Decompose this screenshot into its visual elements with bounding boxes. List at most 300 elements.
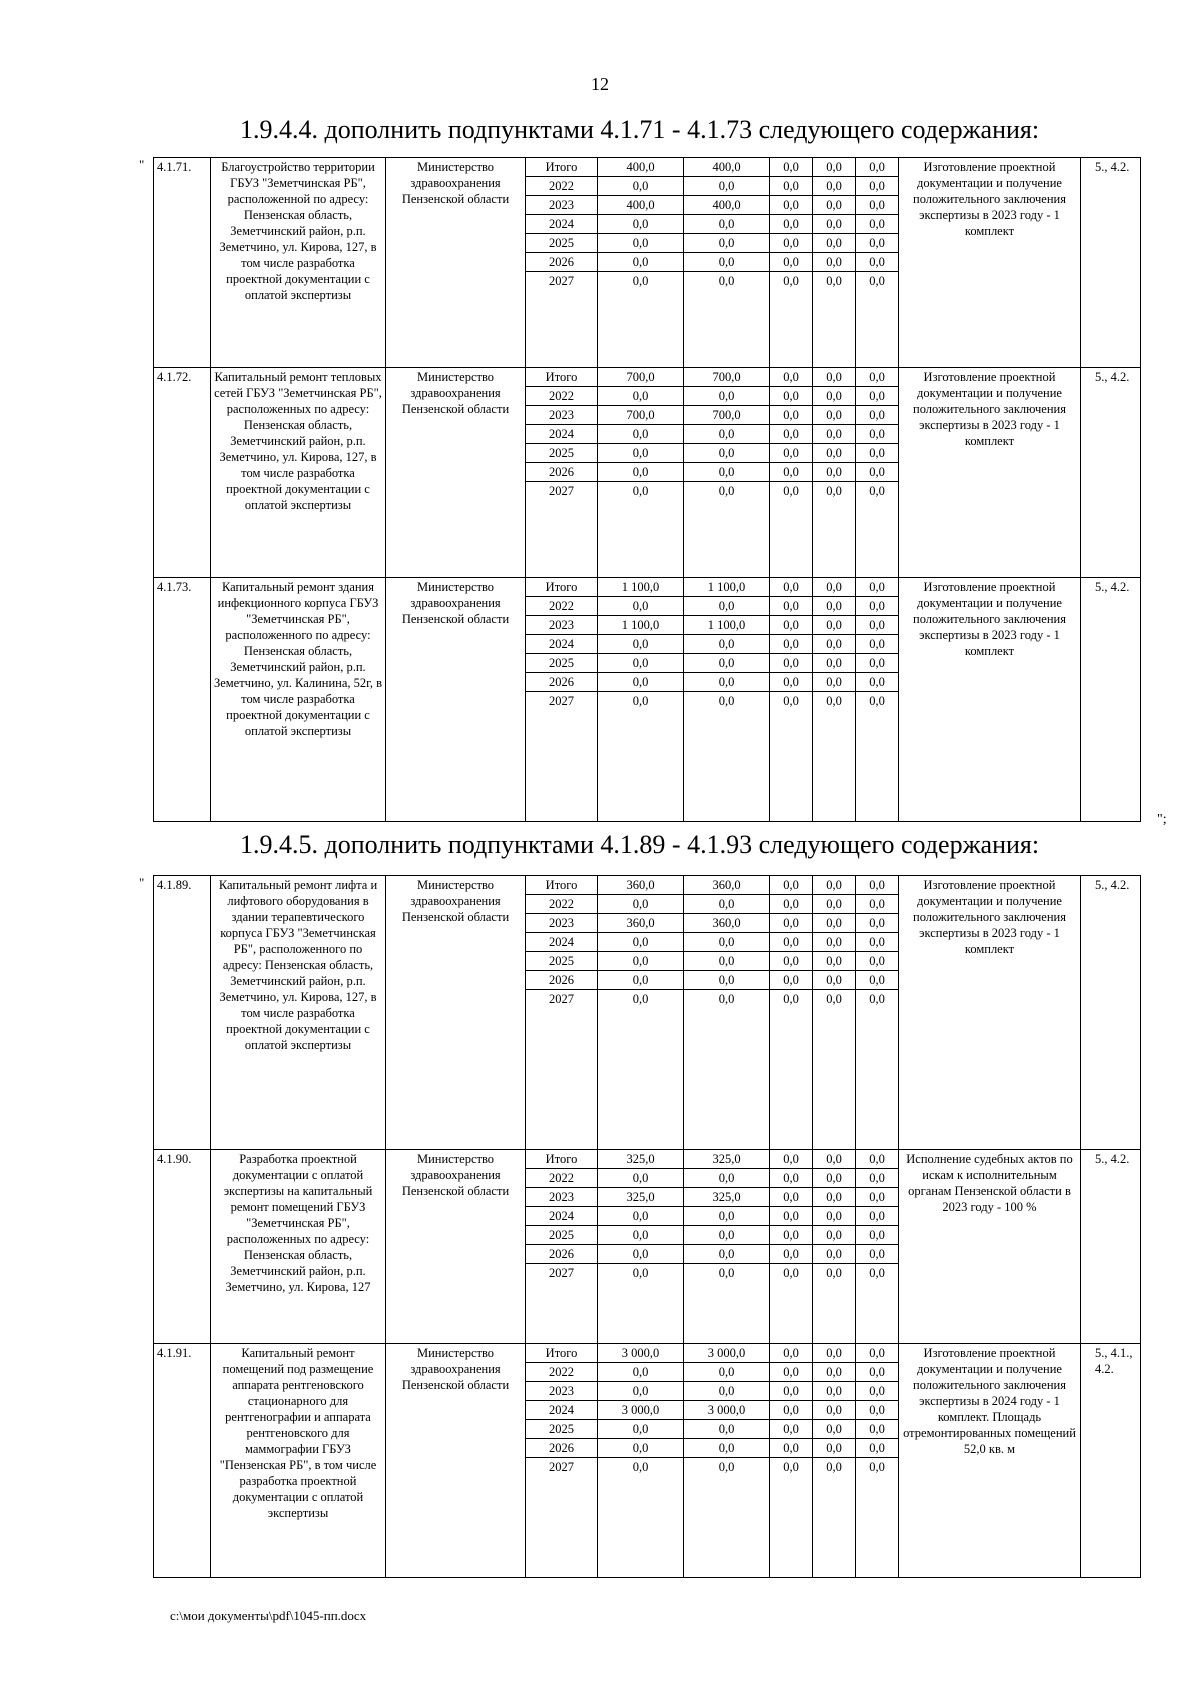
local-budget-cell: 0,0 (813, 578, 855, 597)
federal-budget-cell: 0,0 (783, 484, 799, 498)
regional-budget-cell: 0,0 (718, 484, 735, 498)
other-sources-column (856, 1150, 899, 1344)
year-cell: 2025 (526, 234, 597, 253)
regional-budget-cell: 0,0 (684, 1169, 769, 1188)
local-budget-column (813, 1150, 856, 1344)
regional-budget-cell: 3 000,0 (684, 1344, 769, 1363)
regional-budget-column (684, 368, 770, 578)
year-cell: 2024 (526, 425, 597, 444)
other-sources-cell: 0,0 (856, 1420, 898, 1439)
regional-budget-cell: 325,0 (684, 1188, 769, 1207)
total-cell: 0,0 (598, 253, 683, 272)
other-sources-cell: 0,0 (856, 1150, 898, 1169)
regional-budget-cell: 0,0 (684, 425, 769, 444)
local-budget-cell: 0,0 (826, 1460, 842, 1474)
total-cell: 0,0 (598, 1363, 683, 1382)
federal-budget-cell: 0,0 (770, 177, 812, 196)
local-budget-cell: 0,0 (813, 177, 855, 196)
federal-budget-cell: 0,0 (770, 1420, 812, 1439)
local-budget-column (813, 876, 856, 1150)
local-budget-cell: 0,0 (813, 1363, 855, 1382)
other-sources-cell: 0,0 (856, 1401, 898, 1420)
federal-budget-cell: 0,0 (770, 196, 812, 215)
year-cell: 2022 (526, 895, 597, 914)
item-indicator-ref: 5., 4.1., 4.2. (1081, 1344, 1141, 1578)
total-cell: 0,0 (598, 1420, 683, 1439)
local-budget-cell: 0,0 (813, 368, 855, 387)
federal-budget-cell: 0,0 (783, 694, 799, 708)
federal-budget-cell: 0,0 (770, 463, 812, 482)
federal-budget-column (770, 368, 813, 578)
year-cell: Итого (526, 1344, 597, 1363)
total-cell: 1 100,0 (598, 578, 683, 597)
table-row (154, 1150, 1141, 1344)
local-budget-cell: 0,0 (813, 1188, 855, 1207)
item-indicator-ref: 5., 4.2. (1081, 1150, 1141, 1344)
regional-budget-cell: 0,0 (718, 694, 735, 708)
federal-budget-cell: 0,0 (770, 673, 812, 692)
federal-budget-cell: 0,0 (770, 234, 812, 253)
item-result: Изготовление проектной документации и получение положительного заключения экспертизы в 2023 году - 1 комплект (899, 876, 1081, 1150)
local-budget-cell: 0,0 (826, 274, 842, 288)
federal-budget-cell: 0,0 (770, 158, 812, 177)
regional-budget-cell: 0,0 (684, 654, 769, 673)
total-cell: 0,0 (598, 1169, 683, 1188)
item-executor: Министерство здравоохранения Пензенской области (386, 368, 526, 578)
year-cell: 2026 (526, 253, 597, 272)
local-budget-cell: 0,0 (826, 1266, 842, 1280)
local-budget-cell: 0,0 (813, 1245, 855, 1264)
local-budget-cell: 0,0 (813, 1401, 855, 1420)
regional-budget-cell: 1 100,0 (684, 616, 769, 635)
section-heading-2: 1.9.4.5. дополнить подпунктами 4.1.89 - 4.1.93 следующего содержания: (240, 830, 1040, 859)
total-cell: 0,0 (598, 1226, 683, 1245)
item-name: Благоустройство территории ГБУЗ "Земетчинская РБ", расположенной по адресу: Пензенская область, Земетчинский район, р.п. Земетчино, ул. Кирова, 127, в том числе разработка проектной документации с оплатой экспертизы (211, 158, 386, 368)
other-sources-cell: 0,0 (856, 1226, 898, 1245)
local-budget-cell: 0,0 (813, 1382, 855, 1401)
total-cell: 0,0 (632, 694, 649, 708)
federal-budget-cell: 0,0 (770, 1363, 812, 1382)
total-cell: 0,0 (598, 463, 683, 482)
federal-budget-cell: 0,0 (770, 914, 812, 933)
federal-budget-cell: 0,0 (770, 1226, 812, 1245)
item-code: 4.1.71. (154, 158, 211, 368)
year-cell: 2022 (526, 1169, 597, 1188)
federal-budget-cell: 0,0 (770, 425, 812, 444)
other-sources-cell: 0,0 (856, 463, 898, 482)
year-cell: 2022 (526, 177, 597, 196)
local-budget-cell: 0,0 (813, 876, 855, 895)
federal-budget-cell: 0,0 (783, 1460, 799, 1474)
federal-budget-cell: 0,0 (770, 654, 812, 673)
local-budget-cell: 0,0 (813, 952, 855, 971)
local-budget-cell: 0,0 (826, 992, 842, 1006)
year-cell: Итого (526, 368, 597, 387)
items-table-1 (153, 157, 1141, 822)
table-row (154, 578, 1141, 822)
total-column (598, 1344, 684, 1578)
total-cell: 3 000,0 (598, 1344, 683, 1363)
regional-budget-cell: 0,0 (718, 1460, 735, 1474)
item-name: Капитальный ремонт тепловых сетей ГБУЗ "Земетчинская РБ", расположенных по адресу: Пензенская область, Земетчинский район, р.п. Земетчино, ул. Кирова, 127, в том числе разработка проектной документации с оплатой экспертизы (211, 368, 386, 578)
year-cell: 2024 (526, 1207, 597, 1226)
other-sources-cell: 0,0 (869, 1266, 885, 1280)
total-cell: 0,0 (632, 484, 649, 498)
table-row (154, 158, 1141, 368)
year-cell: 2026 (526, 971, 597, 990)
regional-budget-cell: 0,0 (684, 253, 769, 272)
total-column (598, 368, 684, 578)
total-cell: 3 000,0 (598, 1401, 683, 1420)
year-cell: 2023 (526, 406, 597, 425)
year-cell: 2023 (526, 196, 597, 215)
item-executor: Министерство здравоохранения Пензенской области (386, 158, 526, 368)
regional-budget-cell: 0,0 (684, 933, 769, 952)
item-indicator-ref: 5., 4.2. (1081, 876, 1141, 1150)
year-cell: 2024 (526, 1401, 597, 1420)
other-sources-cell: 0,0 (856, 654, 898, 673)
federal-budget-cell: 0,0 (770, 215, 812, 234)
local-budget-cell: 0,0 (813, 406, 855, 425)
federal-budget-cell: 0,0 (770, 952, 812, 971)
local-budget-cell: 0,0 (813, 196, 855, 215)
other-sources-cell: 0,0 (856, 914, 898, 933)
year-cell: 2027 (549, 484, 574, 498)
regional-budget-cell: 0,0 (718, 992, 735, 1006)
item-indicator-ref: 5., 4.2. (1081, 368, 1141, 578)
regional-budget-cell: 0,0 (684, 1245, 769, 1264)
federal-budget-cell: 0,0 (770, 1207, 812, 1226)
item-name: Капитальный ремонт лифта и лифтового оборудования в здании терапевтического корпуса ГБУЗ "Земетчинская РБ", расположенного по адресу: Пензенская область, Земетчинский район, р.п. Земетчино, ул. Кирова, 127, в том числе разработка проектной документации с оплатой экспертизы (211, 876, 386, 1150)
federal-budget-cell: 0,0 (783, 274, 799, 288)
other-sources-cell: 0,0 (856, 952, 898, 971)
other-sources-cell: 0,0 (869, 274, 885, 288)
total-cell: 0,0 (632, 1460, 649, 1474)
regional-budget-cell: 0,0 (684, 234, 769, 253)
other-sources-cell: 0,0 (856, 387, 898, 406)
table-row (154, 368, 1141, 578)
total-cell: 360,0 (598, 876, 683, 895)
federal-budget-column (770, 1150, 813, 1344)
other-sources-column (856, 1344, 899, 1578)
regional-budget-cell: 325,0 (684, 1150, 769, 1169)
federal-budget-cell: 0,0 (770, 1344, 812, 1363)
regional-budget-column (684, 876, 770, 1150)
year-cell: 2022 (526, 387, 597, 406)
regional-budget-cell: 3 000,0 (684, 1401, 769, 1420)
other-sources-cell: 0,0 (856, 1344, 898, 1363)
item-name: Разработка проектной документации с оплатой экспертизы на капитальный ремонт помещений ГБУЗ "Земетчинская РБ", расположенных по адресу: Пензенская область, Земетчинский район, р.п. Земетчино, ул. Кирова, 127 (211, 1150, 386, 1344)
year-cell: 2022 (526, 597, 597, 616)
regional-budget-cell: 0,0 (718, 274, 735, 288)
total-cell: 400,0 (598, 158, 683, 177)
year-cell: 2022 (526, 1363, 597, 1382)
item-indicator-ref: 5., 4.2. (1081, 578, 1141, 822)
local-budget-cell: 0,0 (826, 484, 842, 498)
other-sources-cell: 0,0 (856, 1188, 898, 1207)
other-sources-cell: 0,0 (856, 234, 898, 253)
total-cell: 400,0 (598, 196, 683, 215)
local-budget-cell: 0,0 (826, 694, 842, 708)
regional-budget-cell: 0,0 (684, 1382, 769, 1401)
page-number: 12 (591, 74, 609, 94)
federal-budget-cell: 0,0 (770, 895, 812, 914)
other-sources-column (856, 578, 899, 822)
local-budget-cell: 0,0 (813, 597, 855, 616)
year-cell: 2025 (526, 444, 597, 463)
regional-budget-cell: 700,0 (684, 406, 769, 425)
federal-budget-cell: 0,0 (770, 1169, 812, 1188)
section-heading-1: 1.9.4.4. дополнить подпунктами 4.1.71 - 4.1.73 следующего содержания: (240, 115, 1040, 144)
total-column (598, 876, 684, 1150)
other-sources-cell: 0,0 (856, 597, 898, 616)
regional-budget-cell: 0,0 (684, 444, 769, 463)
regional-budget-cell: 0,0 (684, 635, 769, 654)
federal-budget-column (770, 876, 813, 1150)
other-sources-cell: 0,0 (856, 425, 898, 444)
regional-budget-cell: 0,0 (684, 1439, 769, 1458)
total-cell: 0,0 (598, 654, 683, 673)
federal-budget-cell: 0,0 (770, 406, 812, 425)
regional-budget-cell: 0,0 (684, 1363, 769, 1382)
year-cell: Итого (526, 1150, 597, 1169)
item-result: Исполнение судебных актов по искам к исполнительным органам Пензенской области в 2023 году - 100 % (899, 1150, 1081, 1344)
year-cell: 2024 (526, 635, 597, 654)
year-cell: 2027 (549, 694, 574, 708)
year-column (526, 368, 598, 578)
regional-budget-cell: 0,0 (684, 1420, 769, 1439)
item-code: 4.1.73. (154, 578, 211, 822)
year-cell: 2023 (526, 914, 597, 933)
regional-budget-cell: 0,0 (684, 387, 769, 406)
year-cell: 2027 (549, 1266, 574, 1280)
regional-budget-cell: 0,0 (718, 1266, 735, 1280)
federal-budget-cell: 0,0 (770, 387, 812, 406)
local-budget-cell: 0,0 (813, 673, 855, 692)
other-sources-cell: 0,0 (856, 876, 898, 895)
local-budget-cell: 0,0 (813, 1420, 855, 1439)
opening-quote-1: " (139, 157, 145, 172)
total-cell: 700,0 (598, 368, 683, 387)
other-sources-cell: 0,0 (856, 1207, 898, 1226)
other-sources-cell: 0,0 (856, 444, 898, 463)
regional-budget-cell: 0,0 (684, 673, 769, 692)
total-cell: 360,0 (598, 914, 683, 933)
local-budget-column (813, 368, 856, 578)
total-cell: 0,0 (598, 425, 683, 444)
federal-budget-column (770, 578, 813, 822)
year-column (526, 876, 598, 1150)
total-cell: 0,0 (598, 952, 683, 971)
local-budget-cell: 0,0 (813, 463, 855, 482)
year-cell: 2027 (549, 992, 574, 1006)
other-sources-cell: 0,0 (856, 406, 898, 425)
year-column (526, 578, 598, 822)
total-cell: 0,0 (598, 895, 683, 914)
local-budget-cell: 0,0 (813, 654, 855, 673)
total-cell: 0,0 (598, 1439, 683, 1458)
total-cell: 0,0 (598, 673, 683, 692)
year-cell: 2027 (549, 1460, 574, 1474)
item-code: 4.1.90. (154, 1150, 211, 1344)
other-sources-cell: 0,0 (856, 1169, 898, 1188)
year-cell: 2024 (526, 215, 597, 234)
federal-budget-cell: 0,0 (770, 368, 812, 387)
other-sources-cell: 0,0 (856, 1439, 898, 1458)
federal-budget-cell: 0,0 (770, 578, 812, 597)
other-sources-cell: 0,0 (856, 158, 898, 177)
local-budget-cell: 0,0 (813, 253, 855, 272)
total-cell: 1 100,0 (598, 616, 683, 635)
local-budget-cell: 0,0 (813, 971, 855, 990)
year-cell: 2025 (526, 1420, 597, 1439)
item-result: Изготовление проектной документации и получение положительного заключения экспертизы в 2023 году - 1 комплект (899, 368, 1081, 578)
regional-budget-cell: 700,0 (684, 368, 769, 387)
local-budget-cell: 0,0 (813, 895, 855, 914)
item-result: Изготовление проектной документации и получение положительного заключения экспертизы в 2023 году - 1 комплект (899, 578, 1081, 822)
closing-quote-1: "; (1157, 812, 1167, 827)
total-cell: 0,0 (598, 1382, 683, 1401)
year-cell: 2023 (526, 616, 597, 635)
regional-budget-cell: 0,0 (684, 1226, 769, 1245)
year-cell: 2026 (526, 1245, 597, 1264)
total-cell: 0,0 (598, 597, 683, 616)
other-sources-cell: 0,0 (856, 673, 898, 692)
local-budget-cell: 0,0 (813, 933, 855, 952)
other-sources-cell: 0,0 (856, 971, 898, 990)
total-cell: 0,0 (598, 635, 683, 654)
total-cell: 0,0 (598, 215, 683, 234)
local-budget-cell: 0,0 (813, 1226, 855, 1245)
total-cell: 0,0 (632, 274, 649, 288)
year-cell: 2026 (526, 673, 597, 692)
federal-budget-cell: 0,0 (770, 635, 812, 654)
federal-budget-cell: 0,0 (770, 1382, 812, 1401)
item-code: 4.1.89. (154, 876, 211, 1150)
other-sources-cell: 0,0 (869, 484, 885, 498)
local-budget-cell: 0,0 (813, 444, 855, 463)
regional-budget-cell: 0,0 (684, 597, 769, 616)
items-table-2 (153, 875, 1141, 1578)
local-budget-cell: 0,0 (813, 215, 855, 234)
table-row (154, 1344, 1141, 1578)
total-cell: 325,0 (598, 1188, 683, 1207)
other-sources-cell: 0,0 (869, 694, 885, 708)
item-executor: Министерство здравоохранения Пензенской области (386, 578, 526, 822)
local-budget-cell: 0,0 (813, 387, 855, 406)
item-executor: Министерство здравоохранения Пензенской области (386, 1150, 526, 1344)
regional-budget-cell: 360,0 (684, 914, 769, 933)
year-column (526, 1344, 598, 1578)
regional-budget-column (684, 1344, 770, 1578)
year-cell: 2024 (526, 933, 597, 952)
year-column (526, 1150, 598, 1344)
total-cell: 0,0 (598, 1245, 683, 1264)
federal-budget-cell: 0,0 (770, 616, 812, 635)
item-result: Изготовление проектной документации и получение положительного заключения экспертизы в 2024 году - 1 комплект. Площадь отремонтированных помещений 52,0 кв. м (899, 1344, 1081, 1578)
other-sources-cell: 0,0 (869, 992, 885, 1006)
other-sources-cell: 0,0 (856, 578, 898, 597)
other-sources-column (856, 158, 899, 368)
year-cell: 2025 (526, 1226, 597, 1245)
other-sources-cell: 0,0 (856, 1363, 898, 1382)
other-sources-cell: 0,0 (869, 1460, 885, 1474)
total-cell: 0,0 (598, 387, 683, 406)
other-sources-cell: 0,0 (856, 215, 898, 234)
total-column (598, 578, 684, 822)
year-cell: 2025 (526, 952, 597, 971)
total-cell: 0,0 (598, 971, 683, 990)
federal-budget-column (770, 158, 813, 368)
total-cell: 700,0 (598, 406, 683, 425)
regional-budget-column (684, 578, 770, 822)
regional-budget-cell: 400,0 (684, 158, 769, 177)
regional-budget-cell: 0,0 (684, 215, 769, 234)
total-column (598, 158, 684, 368)
regional-budget-cell: 400,0 (684, 196, 769, 215)
federal-budget-cell: 0,0 (783, 1266, 799, 1280)
local-budget-cell: 0,0 (813, 1150, 855, 1169)
item-code: 4.1.91. (154, 1344, 211, 1578)
federal-budget-cell: 0,0 (770, 1188, 812, 1207)
regional-budget-cell: 1 100,0 (684, 578, 769, 597)
table-row (154, 876, 1141, 1150)
item-result: Изготовление проектной документации и получение положительного заключения экспертизы в 2023 году - 1 комплект (899, 158, 1081, 368)
federal-budget-cell: 0,0 (770, 971, 812, 990)
local-budget-cell: 0,0 (813, 234, 855, 253)
other-sources-cell: 0,0 (856, 933, 898, 952)
local-budget-cell: 0,0 (813, 914, 855, 933)
item-name: Капитальный ремонт помещений под размещение аппарата рентгеновского стационарного для рентгенографии и аппарата рентгеновского для маммографии ГБУЗ "Пензенская РБ", в том числе разработка проектной документации с оплатой экспертизы (211, 1344, 386, 1578)
local-budget-cell: 0,0 (813, 1207, 855, 1226)
other-sources-cell: 0,0 (856, 177, 898, 196)
year-cell: 2023 (526, 1382, 597, 1401)
year-cell: 2025 (526, 654, 597, 673)
local-budget-column (813, 1344, 856, 1578)
other-sources-column (856, 876, 899, 1150)
total-cell: 0,0 (598, 177, 683, 196)
local-budget-cell: 0,0 (813, 1439, 855, 1458)
regional-budget-cell: 0,0 (684, 177, 769, 196)
other-sources-cell: 0,0 (856, 1382, 898, 1401)
year-cell: Итого (526, 876, 597, 895)
local-budget-cell: 0,0 (813, 425, 855, 444)
local-budget-column (813, 158, 856, 368)
regional-budget-cell: 0,0 (684, 463, 769, 482)
total-cell: 0,0 (598, 933, 683, 952)
federal-budget-cell: 0,0 (770, 1150, 812, 1169)
regional-budget-column (684, 1150, 770, 1344)
local-budget-cell: 0,0 (813, 616, 855, 635)
total-cell: 325,0 (598, 1150, 683, 1169)
federal-budget-cell: 0,0 (770, 444, 812, 463)
year-cell: Итого (526, 158, 597, 177)
total-cell: 0,0 (598, 1207, 683, 1226)
total-cell: 0,0 (598, 444, 683, 463)
federal-budget-cell: 0,0 (770, 253, 812, 272)
local-budget-cell: 0,0 (813, 1169, 855, 1188)
federal-budget-column (770, 1344, 813, 1578)
other-sources-cell: 0,0 (856, 196, 898, 215)
federal-budget-cell: 0,0 (770, 1245, 812, 1264)
total-column (598, 1150, 684, 1344)
year-cell: 2023 (526, 1188, 597, 1207)
item-executor: Министерство здравоохранения Пензенской области (386, 876, 526, 1150)
item-indicator-ref: 5., 4.2. (1081, 158, 1141, 368)
other-sources-cell: 0,0 (856, 1245, 898, 1264)
other-sources-cell: 0,0 (856, 368, 898, 387)
regional-budget-column (684, 158, 770, 368)
